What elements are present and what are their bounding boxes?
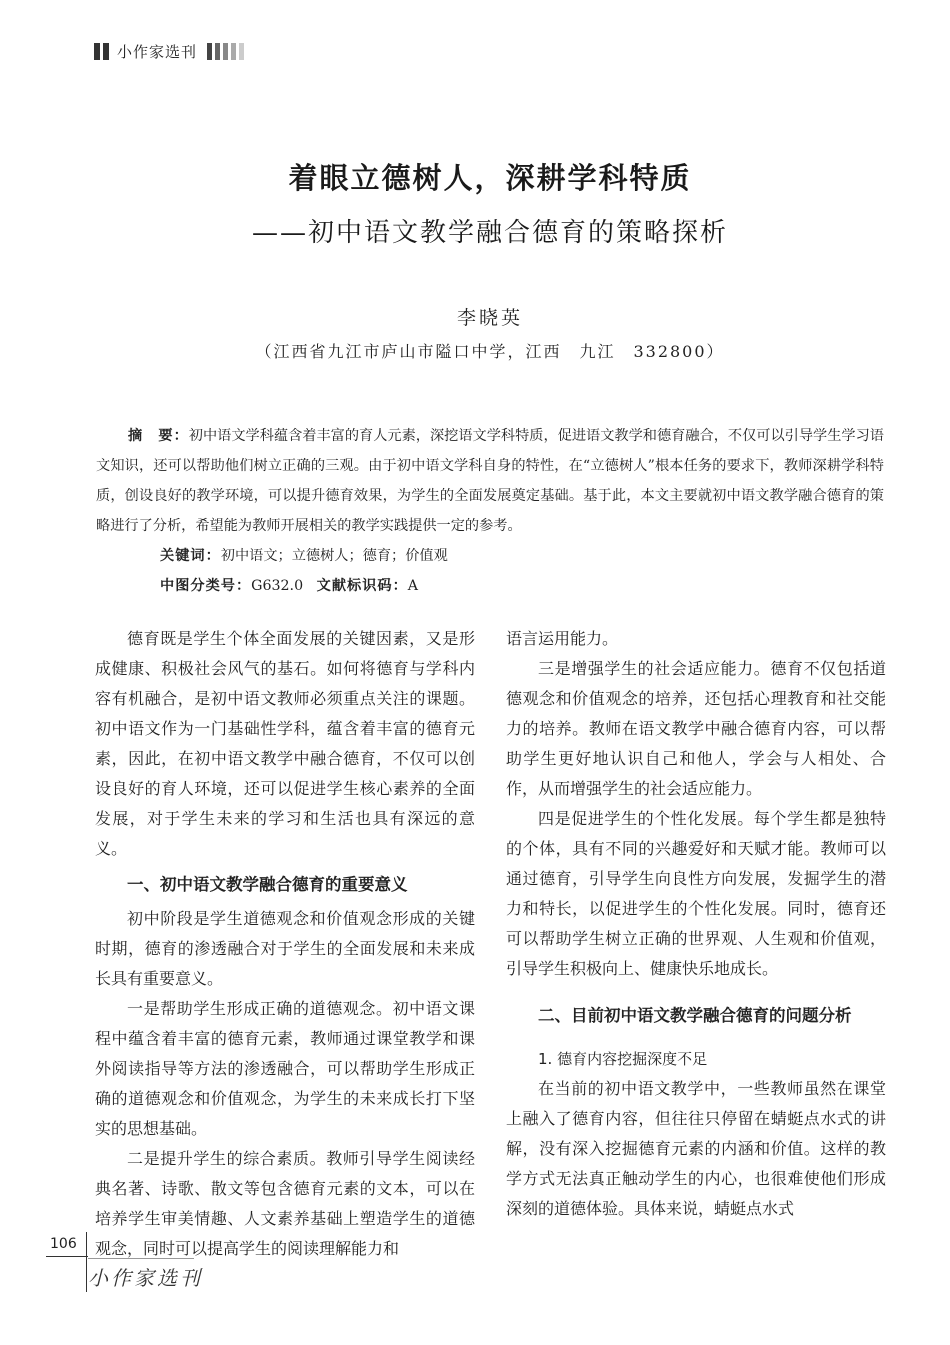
clc-label: 中图分类号： <box>160 578 252 594</box>
clc-value: G632.0 <box>251 578 304 594</box>
journal-logo: 小作家选刊 <box>88 1266 203 1290</box>
doc-code-label: 文献标识码： <box>316 578 408 594</box>
header-bars-icon <box>207 43 247 60</box>
body-paragraph: 德育既是学生个体全面发展的关键因素，又是形成健康、积极社会风气的基石。如何将德育与学科内容有机融合，是初中语文教师必须重点关注的课题。初中语文作为一门基础性学科，蕴含着丰富的德育元素，因此，在初中语文教学中融合德育，不仅可以创设良好的育人环境，还可以促进学生核心素养的全面发展，对于学生未来的学习和生活也具有深远的意义。 <box>95 629 475 858</box>
body-paragraph: 四是促进学生的个性化发展。每个学生都是独特的个体，具有不同的兴趣爱好和天赋才能。教师可以通过德育，引导学生向良性方向发展，发掘学生的潜力和特长，以促进学生的个性化发展。同时，德育还可以帮助学生树立正确的世界观、人生观和价值观，引导学生积极向上、健康快乐地成长。 <box>506 809 886 978</box>
author-affiliation: （江西省九江市庐山市隘口中学，江西 九江 332800） <box>255 342 725 361</box>
body-right-column <box>506 624 886 1224</box>
keywords-label: 关键词： <box>160 548 221 564</box>
article-title: 着眼立德树人，深耕学科特质 <box>288 161 692 195</box>
body-paragraph: 三是增强学生的社会适应能力。德育不仅包括道德观念和价值观念的培养，还包括心理教育和社交能力的培养。教师在语文教学中融合德育内容，可以帮助学生更好地认识自己和他人，学会与人相处、合作，从而增强学生的社会适应能力。 <box>506 659 886 798</box>
abstract-paragraph <box>96 421 884 541</box>
journal-name: 小作家选刊 <box>117 42 198 61</box>
body-paragraph: 初中阶段是学生道德观念和价值观念形成的关键时期，德育的渗透融合对于学生的全面发展和未来成长具有重要意义。 <box>95 909 475 988</box>
article-subtitle: ——初中语文教学融合德育的策略探析 <box>251 218 728 248</box>
journal-header <box>94 40 247 62</box>
header-block-icon <box>103 43 109 60</box>
abstract-label: 摘 要： <box>128 428 189 444</box>
section-heading-2: 二、目前初中语文教学融合德育的问题分析 <box>538 1006 852 1025</box>
abstract-block <box>96 421 884 601</box>
keywords-line <box>96 541 884 571</box>
header-block-icon <box>94 43 100 60</box>
section-heading-1: 一、初中语文教学融合德育的重要意义 <box>127 875 408 894</box>
footer-rule-vertical <box>86 1232 87 1292</box>
page-number: 106 <box>50 1236 77 1252</box>
author-name: 李晓英 <box>456 307 523 329</box>
body-left-column <box>95 624 475 1264</box>
body-paragraph-continued: 语言运用能力。 <box>506 629 619 648</box>
body-paragraph: 二是提升学生的综合素质。教师引导学生阅读经典名著、诗歌、散文等包含德育元素的文本，可以在培养学生审美情趣、人文素养基础上塑造学生的道德观念，同时可以提高学生的阅读理解能力和 <box>95 1149 475 1258</box>
abstract-text: 初中语文学科蕴含着丰富的育人元素，深挖语文学科特质，促进语文教学和德育融合，不仅可以引导学生学习语文知识，还可以帮助他们树立正确的三观。由于初中语文学科自身的特性，在“立德树人”根本任务的要求下，教师深耕学科特质，创设良好的教学环境，可以提升德育效果，为学生的全面发展奠定基础。基于此，本文主要就初中语文教学融合德育的策略进行了分析，希望能为教师开展相关的教学实践提供一定的参考。 <box>96 428 884 534</box>
doc-code-value: A <box>407 578 419 594</box>
footer-rule-extension <box>88 1258 194 1259</box>
subsection-heading-1: 1. 德育内容挖掘深度不足 <box>538 1050 708 1068</box>
body-paragraph: 在当前的初中语文教学中，一些教师虽然在课堂上融入了德育内容，但往往只停留在蜻蜓点水式的讲解，没有深入挖掘德育元素的内涵和价值。这样的教学方式无法真正触动学生的内心，也很难使他们形成深刻的道德体验。具体来说，蜻蜓点水式 <box>506 1079 886 1218</box>
body-paragraph: 一是帮助学生形成正确的道德观念。初中语文课程中蕴含着丰富的德育元素，教师通过课堂教学和课外阅读指导等方法的渗透融合，可以帮助学生形成正确的道德观念和价值观念，为学生的未来成长打下坚实的思想基础。 <box>95 999 475 1138</box>
footer-rule <box>46 1256 88 1257</box>
keywords-text: 初中语文；立德树人；德育；价值观 <box>220 548 448 564</box>
classification-line <box>96 571 884 601</box>
